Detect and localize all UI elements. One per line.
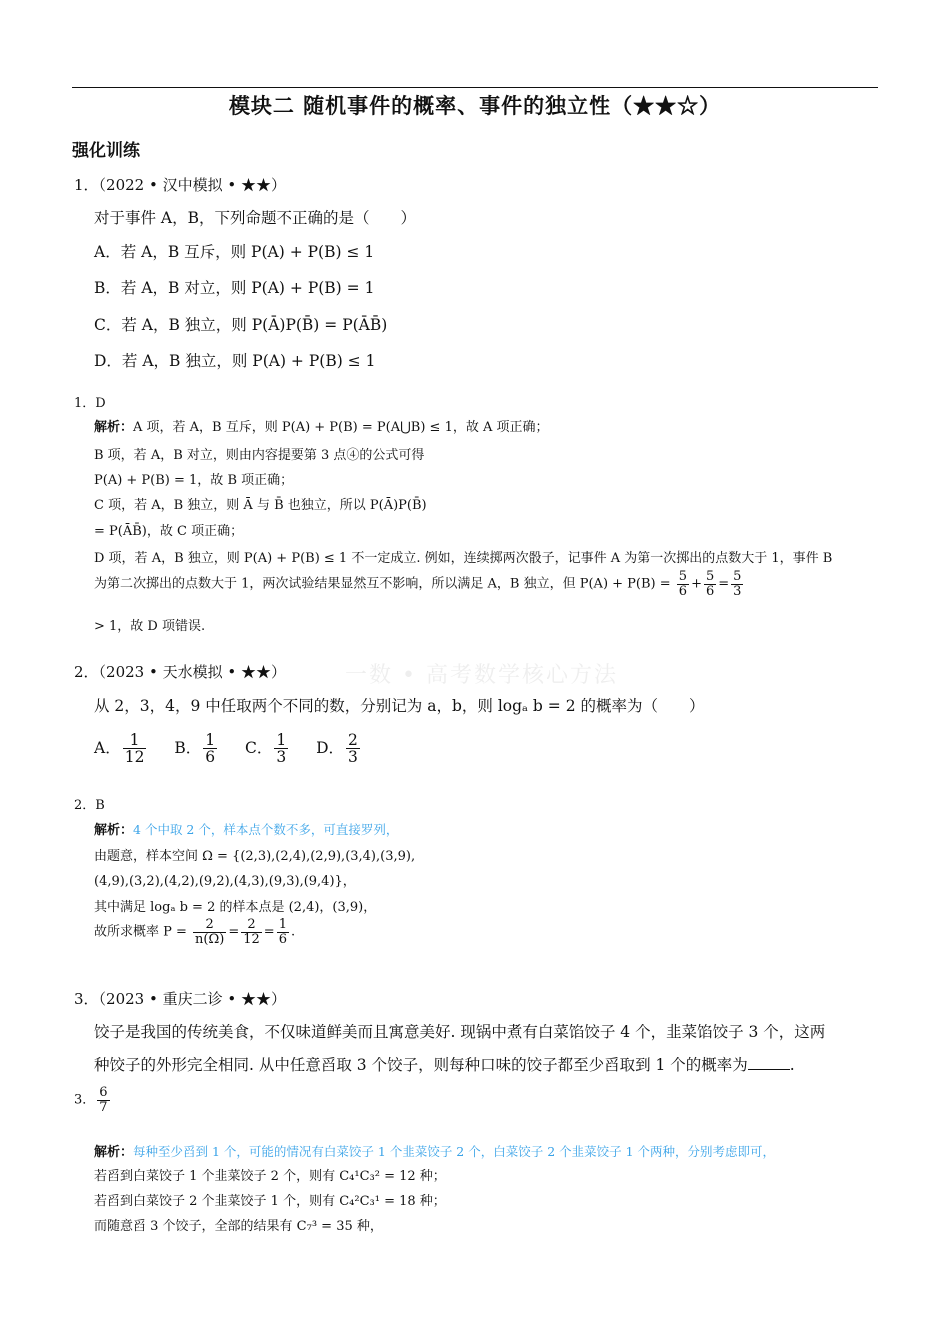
watermark: 一数 • 高考数学核心方法 (345, 663, 618, 688)
q2-analysis-hint-text: 4 个中取 2 个，样本点个数不多，可直接罗列， (133, 822, 399, 837)
equals-sign: = (263, 924, 275, 940)
numerator: 1 (276, 731, 287, 749)
q3-analysis-1: 若舀到白菜饺子 1 个韭菜饺子 2 个，则有 C₄¹C₃² = 12 种； (94, 1169, 446, 1184)
denominator: 6 (705, 583, 715, 599)
q1-analysis-5: = P(ĀB̄)，故 C 项正确； (94, 524, 244, 539)
numerator: 6 (99, 1085, 108, 1100)
analysis-label: 解析： (94, 823, 134, 838)
q2-options (94, 732, 362, 766)
fraction (193, 918, 226, 946)
period: . (290, 924, 296, 940)
q2-option-d-label: D． (316, 738, 345, 757)
numerator: 5 (705, 569, 715, 584)
fraction (677, 570, 689, 598)
q2-stem: 从 2，3，4，9 中任取两个不同的数，分别记为 a，b，则 logₐ b = 2 的概率为（ ） (94, 697, 705, 715)
q3-analysis-hint-text: 每种至少舀到 1 个，可能的情况有白菜饺子 1 个韭菜饺子 2 个，白菜饺子 2 个韭菜饺子 1 个两种，分别考虑即可， (133, 1144, 776, 1159)
numerator: 1 (123, 732, 147, 749)
q1-option-b: B．若 A，B 对立，则 P(A) + P(B) = 1 (94, 279, 375, 297)
q3-stem-2 (94, 1053, 795, 1075)
q3-heading: 3．（2023 • 重庆二诊 • ★★） (74, 990, 286, 1008)
q3-answer (74, 1086, 112, 1114)
q1-analysis-1 (94, 416, 549, 435)
analysis-label: 解析： (94, 1145, 134, 1160)
analysis-label: 解析： (94, 420, 134, 435)
denominator: 12 (243, 931, 260, 947)
top-rule (72, 87, 878, 88)
q2-option-b-label: B． (174, 738, 202, 757)
q1-option-c: C．若 A，B 独立，则 P(Ā)P(B̄) = P(ĀB̄) (94, 316, 388, 334)
numerator: 2 (193, 918, 226, 933)
q3-analysis-2: 若舀到白菜饺子 2 个韭菜饺子 1 个，则有 C₄²C₃¹ = 18 种； (94, 1194, 446, 1209)
q2-option-a-fraction (123, 732, 147, 766)
q3-answer-fraction (97, 1086, 109, 1114)
q1-analysis-text-1: A 项，若 A，B 互斥，则 P(A) + P(B) = P(A⋃B) ≤ 1，故 A 项正确； (133, 420, 549, 435)
q3-stem-1: 饺子是我国的传统美食，不仅味道鲜美而且寓意美好. 现锅中煮有白菜馅饺子 4 个，韭菜馅饺子 3 个，这两 (94, 1023, 826, 1041)
q2-analysis-3: 其中满足 logₐ b = 2 的样本点是 (2,4)，(3,9)， (94, 900, 377, 915)
q2-analysis-2: (4,9),(3,2),(4,2),(9,2),(4,3),(9,3),(9,4)}， (94, 874, 356, 889)
denominator: 6 (278, 931, 287, 947)
numerator: 1 (278, 917, 287, 932)
equals-sign: = (228, 924, 240, 940)
q2-option-a-label: A． (94, 738, 121, 757)
denominator: n(Ω) (195, 931, 225, 947)
fraction (241, 918, 262, 946)
q1-analysis-2: B 项，若 A，B 对立，则由内容提要第 3 点④的公式可得 (94, 448, 425, 463)
q2-heading: 2．（2023 • 天水模拟 • ★★） (74, 663, 286, 681)
q2-analysis-hint (94, 819, 398, 838)
numerator: 5 (678, 569, 688, 584)
fraction (277, 918, 289, 946)
q3-answer-label: 3． (74, 1092, 96, 1108)
q2-option-c-label: C． (244, 738, 273, 757)
equals-sign: = (718, 576, 730, 592)
q2-option-c-fraction (274, 732, 288, 766)
q1-analysis-3: P(A) + P(B) = 1，故 B 项正确； (94, 473, 294, 488)
numerator: 2 (348, 731, 358, 749)
section-heading: 强化训练 (72, 141, 140, 161)
q1-analysis-7 (94, 570, 745, 598)
denominator: 6 (205, 748, 216, 767)
q1-option-a: A．若 A，B 互斥，则 P(A) + P(B) ≤ 1 (94, 243, 375, 261)
q2-analysis-4 (94, 918, 295, 946)
q2-analysis-1: 由题意，样本空间 Ω = {(2,3),(2,4),(2,9),(3,4),(3,9), (94, 849, 416, 864)
denominator: 12 (124, 748, 145, 767)
denominator: 6 (678, 583, 688, 599)
q3-stem-2-text: 种饺子的外形完全相同. 从中任意舀取 3 个饺子，则每种口味的饺子都至少舀取到 1 个的概率为 (94, 1056, 748, 1074)
denominator: 7 (99, 1099, 108, 1115)
q2-option-d-fraction (346, 732, 360, 766)
q1-stem: 对于事件 A，B，下列命题不正确的是（ ） (94, 209, 417, 227)
numerator: 2 (241, 918, 262, 933)
q3-analysis-3: 而随意舀 3 个饺子，全部的结果有 C₇³ = 35 种， (94, 1219, 383, 1234)
q1-heading: 1．（2022 • 汉中模拟 • ★★） (74, 176, 286, 194)
denominator: 3 (348, 748, 358, 767)
q3-analysis-hint (94, 1141, 775, 1160)
numerator: 5 (733, 569, 742, 584)
q1-answer: 1．D (74, 396, 106, 411)
q1-analysis-text-7: 为第二次掷出的点数大于 1，两次试验结果显然互不影响，所以满足 A，B 独立，但 P(A) + P(B) = (94, 576, 671, 592)
q2-analysis-text-4: 故所求概率 P = (94, 924, 187, 940)
fraction (704, 570, 716, 598)
q2-answer: 2．B (74, 798, 105, 813)
denominator: 3 (733, 583, 742, 599)
period: . (789, 1056, 795, 1074)
fraction (731, 570, 743, 598)
denominator: 3 (276, 748, 287, 767)
q1-option-d: D．若 A，B 独立，则 P(A) + P(B) ≤ 1 (94, 352, 376, 370)
page-title: 模块二 随机事件的概率、事件的独立性（★★☆） (228, 93, 722, 118)
q2-option-b-fraction (203, 732, 217, 766)
q1-analysis-4: C 项，若 A，B 独立，则 Ā 与 B̄ 也独立，所以 P(Ā)P(B̄) (94, 498, 427, 513)
numerator: 1 (205, 731, 216, 749)
q1-analysis-6: D 项，若 A，B 独立，则 P(A) + P(B) ≤ 1 不一定成立. 例如，连续掷两次骰子，记事件 A 为第一次掷出的点数大于 1，事件 B (94, 551, 833, 566)
plus-sign: + (691, 576, 702, 592)
answer-blank (748, 1057, 790, 1070)
q1-analysis-8: > 1，故 D 项错误. (94, 619, 206, 634)
